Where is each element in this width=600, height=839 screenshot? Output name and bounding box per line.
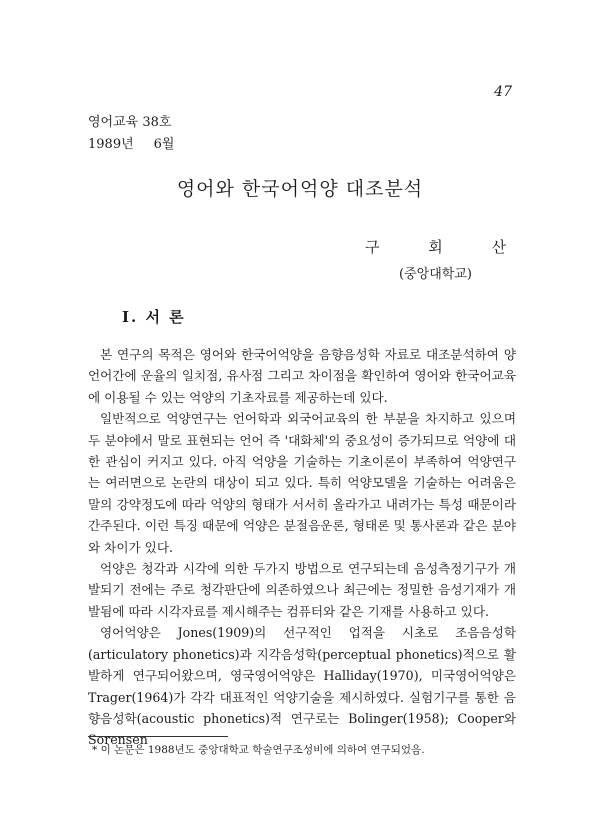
paragraph: 일반적으로 억양연구는 언어학과 외국어교육의 한 부분을 차지하고 있으며 두 분야에서 말로 표현되는 언어 즉 '대화체'의 중요성이 증가되므로 억양에 대한 관심이 커지고 있다. 아직 억양을 기술하는 기초이론이 부족하여 억양연구는 여러면으로 논란의 대상이 되고 있다. 특히 억양모델을 기술하는 어려움은 말의 강약정도에 따라 억양의 형태가 서서히 올라가고 내려가는 특성 때문이라 간주된다. 이런 특징 때문에 억양은 분절음운론, 형태론 및 통사론과 같은 분야와 차이가 있다. [88, 411, 516, 555]
paragraph: 영어억양은 Jones(1909)의 선구적인 업적을 시초로 조음음성학(articulatory phonetics)과 지각음성학(perceptual phonetics)적으로 활발하게 연구되어왔으며, 영국영어억양은 Halliday(1970), 미국영어억양은 Trager(1964)가 각각 대표적인 억양기술을 제시하였다. 실험기구를 통한 음향음성학(acoustic phonetics)적 연구로는 Bolinger(1958); Cooper와 Sorensen [88, 625, 516, 748]
publication-year: 1989년 [88, 137, 134, 152]
paragraph: 억양은 청각과 시각에 의한 두가지 방법으로 연구되는데 음성측정기구가 개발되기 전에는 주로 청각판단에 의존하였으나 최근에는 정밀한 음성기재가 개발됨에 따라 시각자료를 제시해주는 컴퓨터와 같은 기재를 사용하고 있다. [88, 561, 516, 619]
journal-issue: 영어교육 38호 [88, 115, 172, 130]
page-number: 47 [494, 84, 512, 100]
publication-month: 6월 [153, 137, 175, 152]
author-affiliation: (중앙대학교) [399, 267, 472, 282]
paragraph: 본 연구의 목적은 영어와 한국어억양을 음향음성학 자료로 대조분석하여 양 언어간에 운율의 일치점, 유사점 그리고 차이점을 확인하여 영어와 한국어교육에 이용될 수 있는 억양의 기초자료를 제공하는데 있다. [88, 347, 516, 405]
article-title: 영어와 한국어억양 대조분석 [176, 178, 424, 200]
author-block [364, 236, 528, 282]
author-name: 구 회 산 [364, 238, 528, 256]
body-text [88, 344, 516, 751]
footnote-divider [88, 736, 228, 737]
section-heading: I. 서 론 [122, 308, 186, 326]
journal-info [88, 112, 175, 156]
publication-date [88, 134, 175, 156]
footnote: * 이 논문은 1988년도 중앙대학교 학술연구조성비에 의하여 연구되었음. [92, 744, 425, 756]
